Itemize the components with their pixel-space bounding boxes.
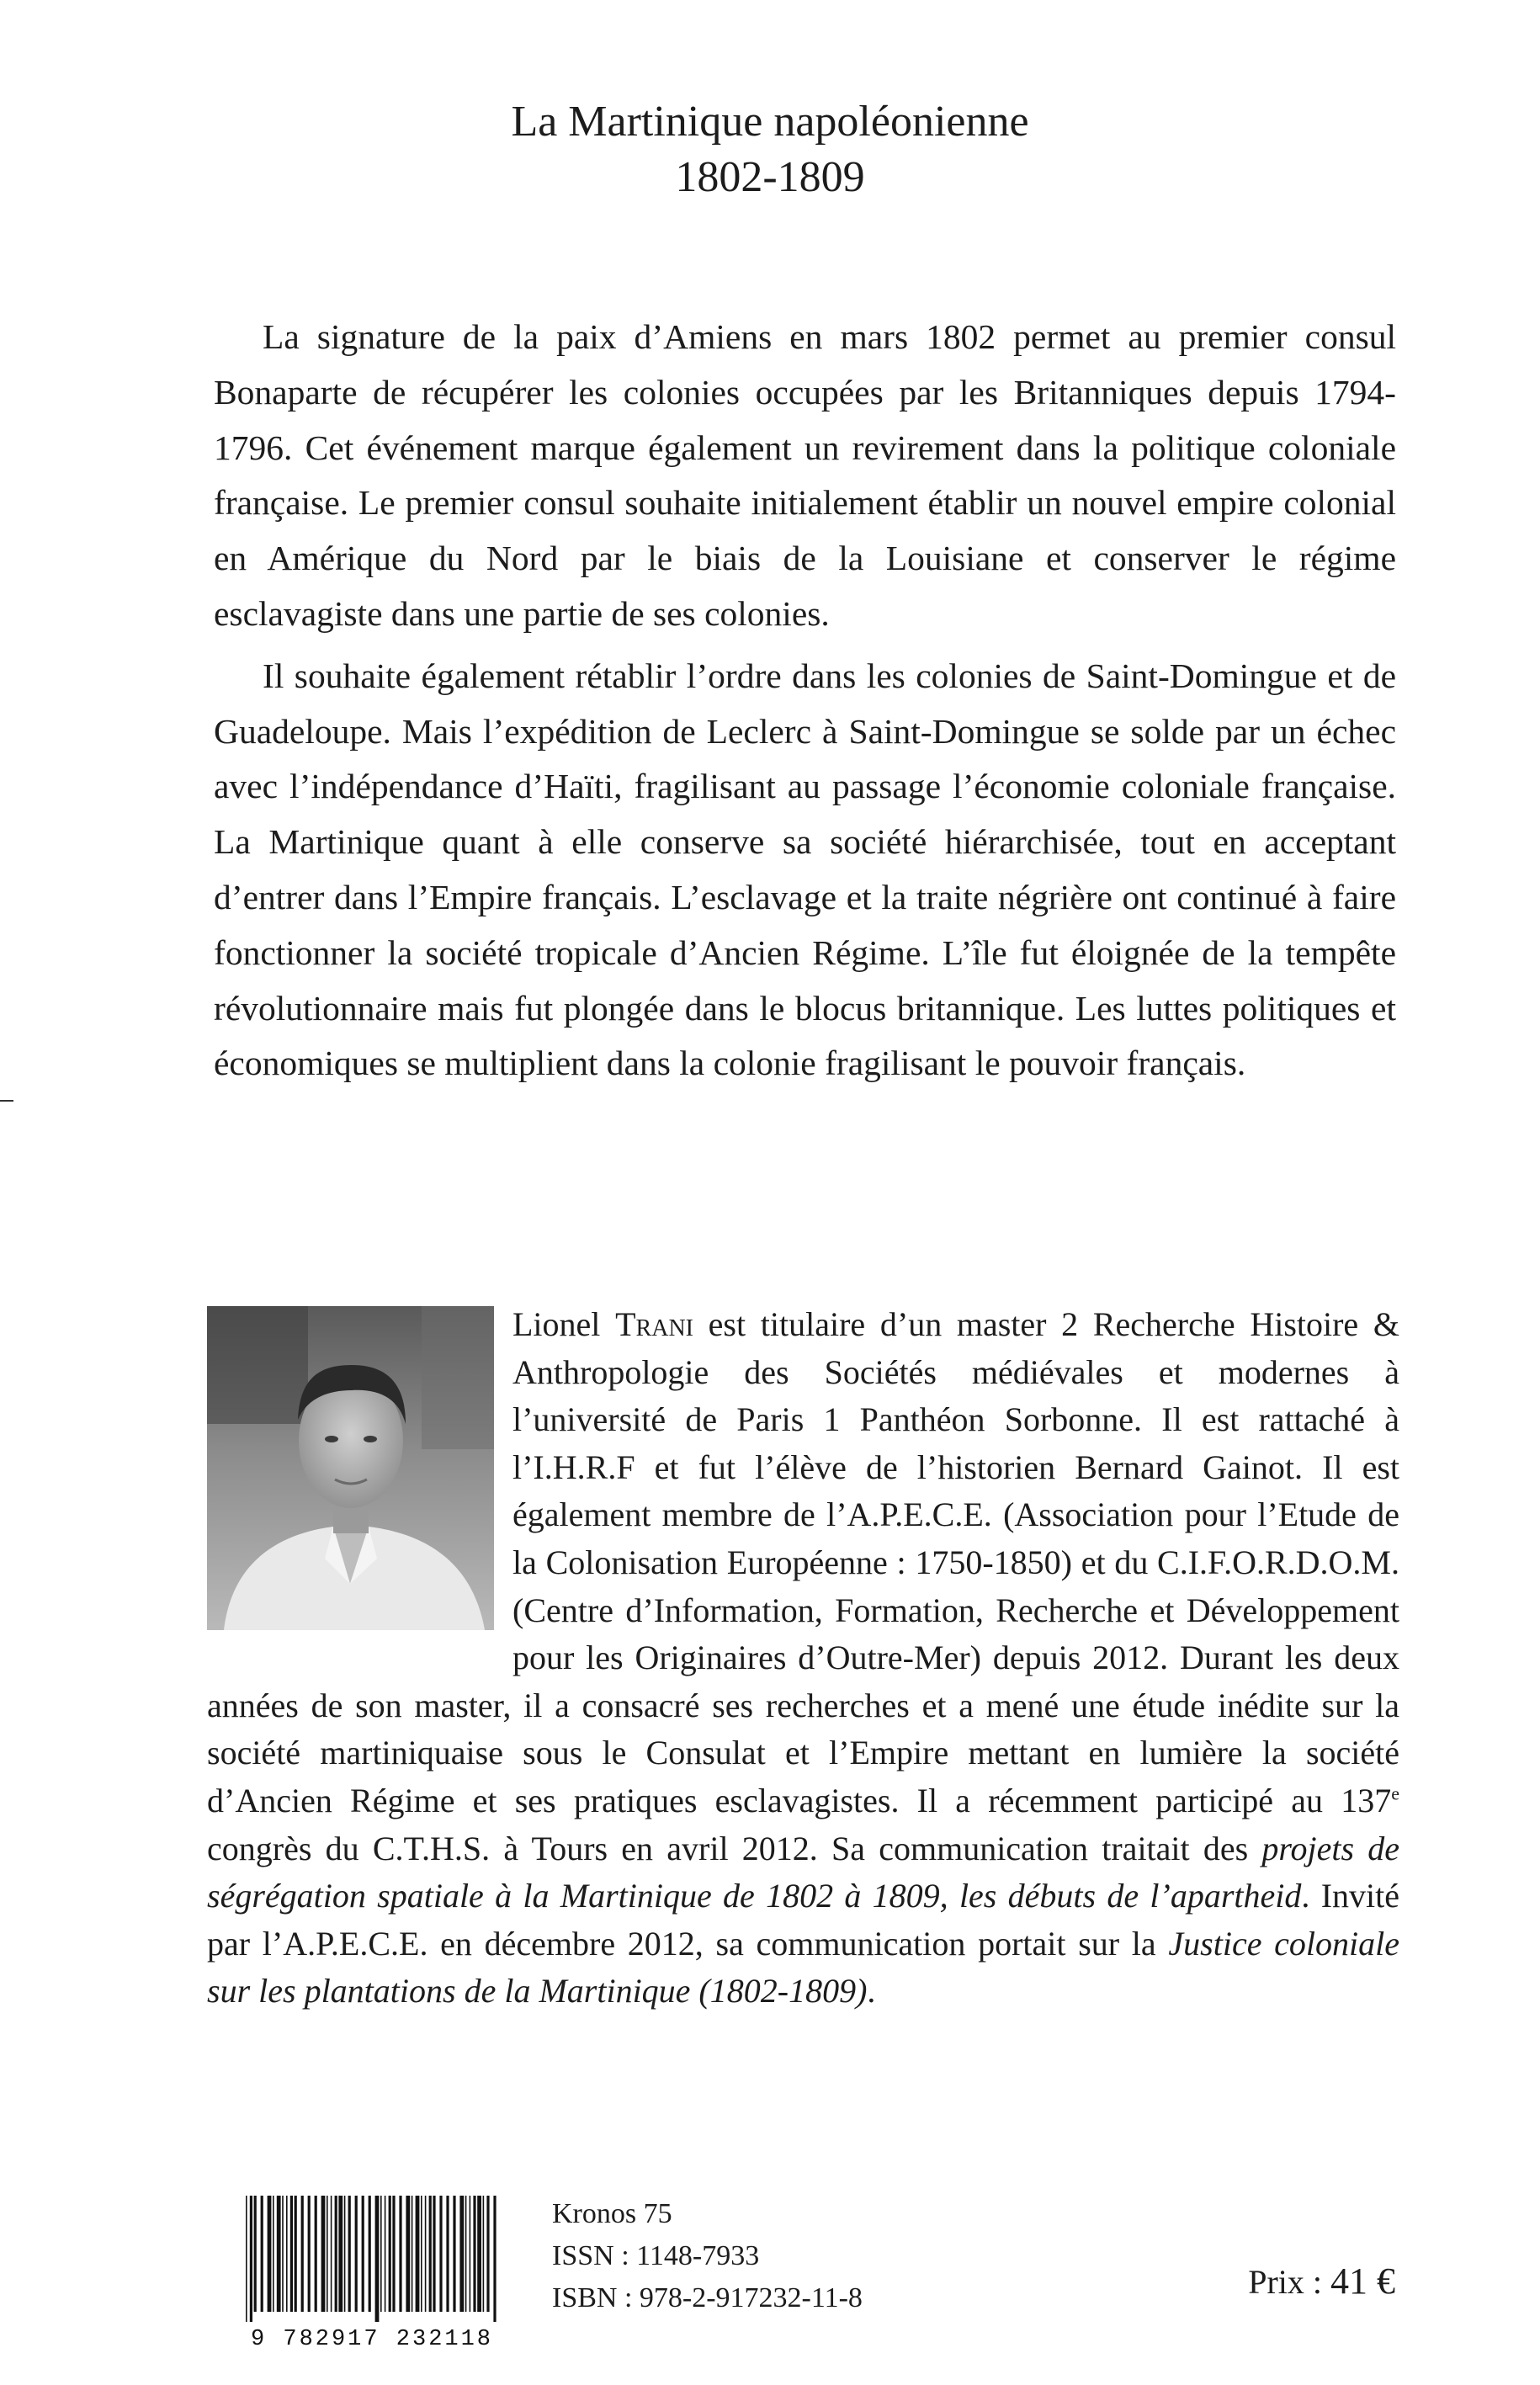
barcode-bar <box>425 2196 427 2312</box>
barcode-bar <box>380 2196 382 2312</box>
author-last-name: Trani <box>615 1305 693 1343</box>
barcode-bar <box>399 2196 401 2312</box>
book-title: La Martinique napoléonienne <box>511 98 1029 146</box>
crop-mark <box>0 1100 13 1102</box>
publication-info <box>552 2193 863 2319</box>
barcode-bar <box>338 2196 343 2312</box>
bio-title-italic-1: projets de ségrégation spatiale à la Martinique de 1802 à 1809, les débuts de l’apartheid <box>207 1829 1400 1915</box>
author-biography <box>207 1301 1399 2016</box>
barcode-bar <box>286 2196 288 2312</box>
barcode-bar <box>416 2196 420 2312</box>
barcode-bar <box>290 2196 293 2312</box>
barcode-bar <box>459 2196 464 2312</box>
barcode-bar <box>250 2196 252 2322</box>
barcode-bar <box>344 2196 346 2312</box>
barcode-bar <box>254 2196 257 2312</box>
barcode-bar <box>335 2196 337 2312</box>
barcode-bar <box>385 2196 386 2312</box>
barcode-bar <box>273 2196 274 2312</box>
barcode-bar <box>470 2196 471 2312</box>
isbn-barcode <box>236 2192 508 2348</box>
book-dates: 1802-1809 <box>675 153 865 201</box>
author-first-name: Lionel <box>512 1305 601 1343</box>
barcode-bar <box>295 2196 297 2312</box>
barcode-bar <box>321 2196 326 2312</box>
barcode-bar <box>277 2196 281 2312</box>
barcode-bar <box>433 2196 435 2312</box>
barcode-bar <box>375 2196 380 2322</box>
barcode-bar <box>429 2196 432 2312</box>
summary-paragraph-1: La signature de la paix d’Amiens en mars 1802 permet au premier consul Bonaparte de récupérer les colonies occupées par les Britanniques depuis 1794-1796. Cet événement marque également un revirement dans la politique coloniale française. Le premier consul souhaite initialement établir un nouvel empire colonial en Amérique du Nord par le biais de la Louisiane et conserver le régime esclavagiste dans une partie de ses colonies. <box>214 317 1396 633</box>
barcode-bar <box>301 2196 304 2312</box>
price <box>1248 2260 1395 2303</box>
bio-text-1: est titulaire d’un master 2 Recherche Histoire & Anthropologie des Sociétés médiévales et modernes à l’université de Paris 1 Panthéon Sorbonne. Il est rattaché à l’I.H.R.F et fut l’élève de l’historien Bernard Gainot. Il est également membre de l’A.P.E.C.E. (Association pour l’Etude de la Colonisation Européenne : 1750-1850) et du C.I.F.O.R.D.O.M. (Centre d’Information, Formation, Recherche et Développement pour les Originaires d’Outre-Mer) depuis 2012. Durant les deux années de son master, il a consacré ses recherches et a mené une étude inédite sur la société martiniquaise sous le Consulat et l’Empire mettant en lumière la société d’Ancien Régime et ses pratiques esclavagistes. Il a récemment participé au 137 <box>207 1305 1399 1819</box>
barcode-bar <box>477 2196 481 2312</box>
barcode-bar <box>392 2196 395 2312</box>
barcode-bar <box>268 2196 272 2312</box>
barcode-bar <box>493 2196 496 2322</box>
barcode-bar <box>261 2196 263 2312</box>
ordinal-suffix: e <box>1391 1782 1399 1804</box>
barcode-bar <box>369 2196 371 2312</box>
barcode-bar <box>331 2196 332 2312</box>
barcode-bar <box>362 2196 364 2312</box>
barcode-bar <box>453 2196 455 2312</box>
barcode-bar <box>483 2196 485 2312</box>
barcode-bar <box>348 2196 351 2312</box>
barcode-bar <box>406 2196 410 2312</box>
barcode-bar <box>446 2196 449 2312</box>
bio-title-italic-2: Justice coloniale sur les plantations de la Martinique (1802-1809) <box>207 1924 1400 2011</box>
bio-text-3: . Invité par l’A.P.E.C.E. en décembre 2012, sa communication portait sur la <box>207 1877 1399 1963</box>
barcode-bar <box>355 2196 358 2312</box>
barcode-bar <box>246 2196 247 2322</box>
photo-text-wrap-space <box>207 1301 512 1648</box>
price-value: 41 € <box>1330 2260 1395 2302</box>
barcode-digits: 9 782917 232118 <box>250 2327 494 2348</box>
bio-text-4: . <box>867 1972 876 2011</box>
bio-text-2: congrès du C.T.H.S. à Tours en avril 2012. Sa communication traitait des <box>207 1829 1262 1867</box>
barcode-bar <box>389 2196 391 2312</box>
isbn-label: ISBN : 978-2-917232-11-8 <box>552 2282 863 2313</box>
summary-paragraph-2: Il souhaite également rétablir l’ordre dans les colonies de Saint-Domingue et de Guadeloupe. Mais l’expédition de Leclerc à Saint-Domingue se solde par un échec avec l’indépendance d’Haïti, fragilisant au passage l’économie coloniale française. La Martinique quant à elle conserve sa société hiérarchisée, tout en acceptant d’entrer dans l’Empire français. L’esclavage et la traite négrière ont continué à faire fonctionner la société tropicale d’Ancien Régime. L’île fut éloignée de la tempête révolutionnaire mais fut plongée dans le blocus britannique. Les luttes politiques et économiques se multiplient dans la colonie fragilisant le pouvoir français. <box>214 656 1396 1083</box>
barcode-bar <box>439 2196 442 2312</box>
book-title-block <box>0 94 1540 205</box>
series-label: Kronos 75 <box>552 2198 672 2229</box>
barcode-bar <box>412 2196 413 2312</box>
barcode-bar <box>486 2196 489 2312</box>
barcode-bar <box>327 2196 328 2312</box>
barcode-bar <box>473 2196 475 2312</box>
barcode-bar <box>315 2196 317 2312</box>
barcode-bar <box>308 2196 311 2312</box>
price-label: Prix : <box>1248 2263 1330 2301</box>
issn-label: ISSN : 1148-7933 <box>552 2240 760 2271</box>
book-summary <box>214 310 1396 1092</box>
barcode-bar <box>465 2196 467 2312</box>
barcode-bar <box>421 2196 422 2312</box>
barcode-bar <box>282 2196 284 2312</box>
